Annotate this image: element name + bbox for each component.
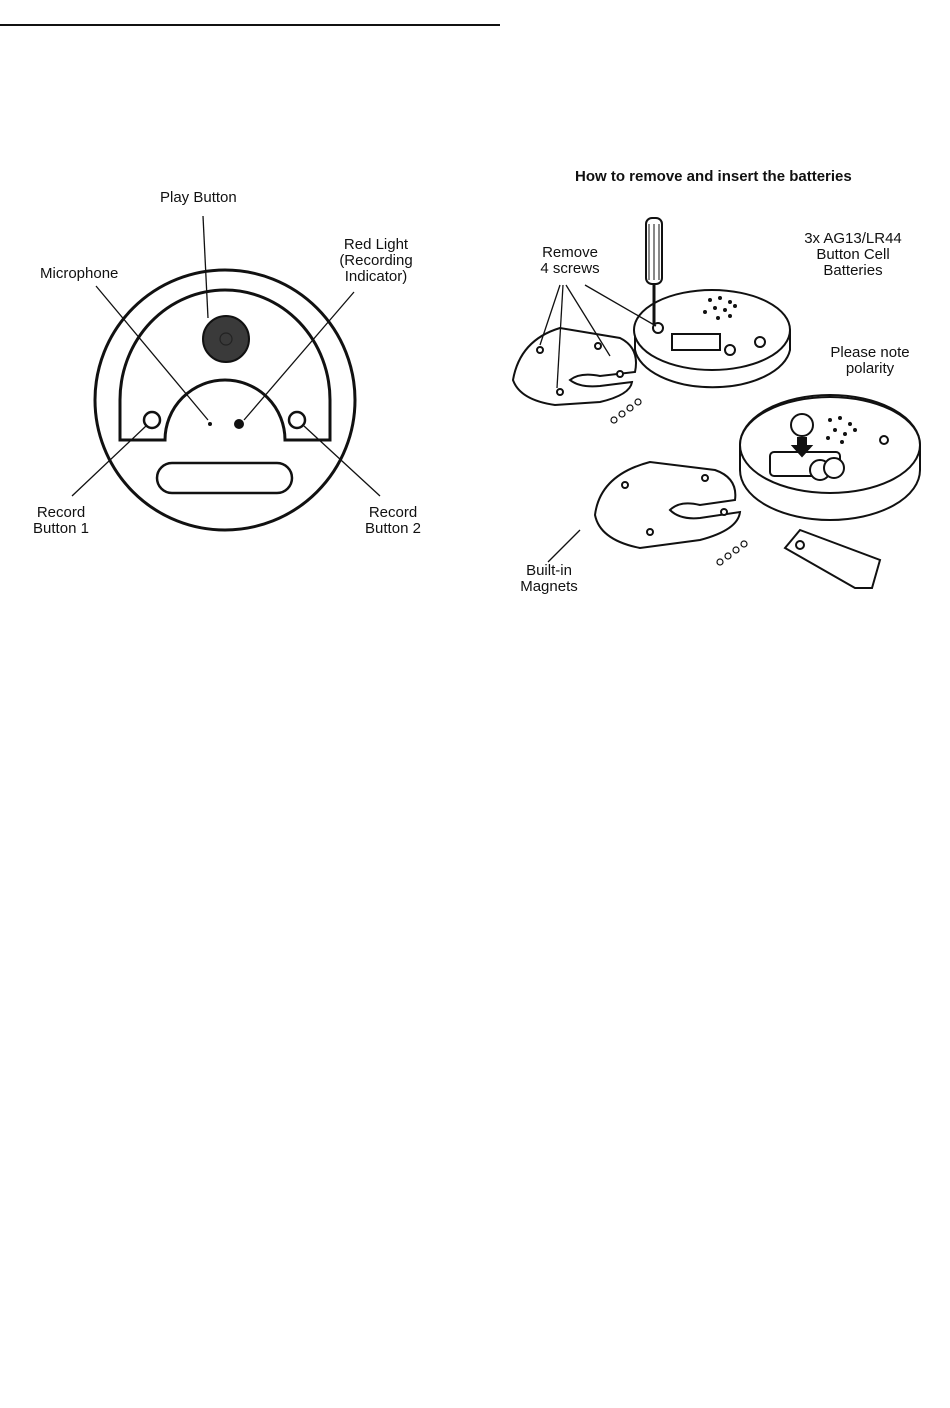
- label-polarity-line-2: polarity: [845, 360, 895, 377]
- record-button-1: [144, 412, 160, 428]
- label-record-button-2-line-2: Button 2: [365, 520, 421, 537]
- leader-red-light: [244, 292, 354, 420]
- label-red-light-line-1: Red Light: [343, 236, 409, 253]
- label-batteries-line-3: Batteries: [823, 262, 883, 279]
- leader-record-1: [72, 426, 146, 496]
- speaker-slot: [157, 463, 292, 493]
- label-play-button: Play Button: [160, 189, 237, 206]
- label-magnets-line-1: Built-in: [526, 562, 572, 579]
- play-button: [203, 316, 249, 362]
- label-batteries-line-1: 3x AG13/LR44: [804, 230, 902, 247]
- red-light: [234, 419, 244, 429]
- label-magnets: [514, 563, 584, 595]
- label-red-light: [336, 237, 416, 285]
- label-polarity-line-1: Please note: [830, 344, 910, 361]
- label-red-light-line-2: (Recording: [339, 252, 413, 269]
- label-record-button-1-line-2: Button 1: [33, 520, 89, 537]
- label-microphone: Microphone: [40, 265, 119, 282]
- label-record-button-2: [360, 505, 426, 537]
- battery-diagram-title: How to remove and insert the batteries: [575, 168, 852, 185]
- record-button-2: [289, 412, 305, 428]
- leader-microphone: [96, 286, 208, 420]
- label-remove-screws-line-1: Remove: [542, 244, 598, 261]
- label-red-light-line-3: Indicator): [344, 268, 408, 285]
- label-polarity: [826, 345, 914, 377]
- label-batteries-line-2: Button Cell: [816, 246, 890, 263]
- label-record-button-1-line-1: Record: [36, 504, 86, 521]
- label-remove-screws: [535, 245, 605, 277]
- microphone-hole: [208, 422, 212, 426]
- label-record-button-1: [28, 505, 94, 537]
- leader-play: [203, 216, 208, 318]
- label-record-button-2-line-1: Record: [368, 504, 418, 521]
- label-batteries: [800, 231, 906, 279]
- device-outer-ring: [95, 270, 355, 530]
- label-remove-screws-line-2: 4 screws: [540, 260, 600, 277]
- label-magnets-line-2: Magnets: [520, 578, 578, 595]
- leader-record-2: [304, 426, 380, 496]
